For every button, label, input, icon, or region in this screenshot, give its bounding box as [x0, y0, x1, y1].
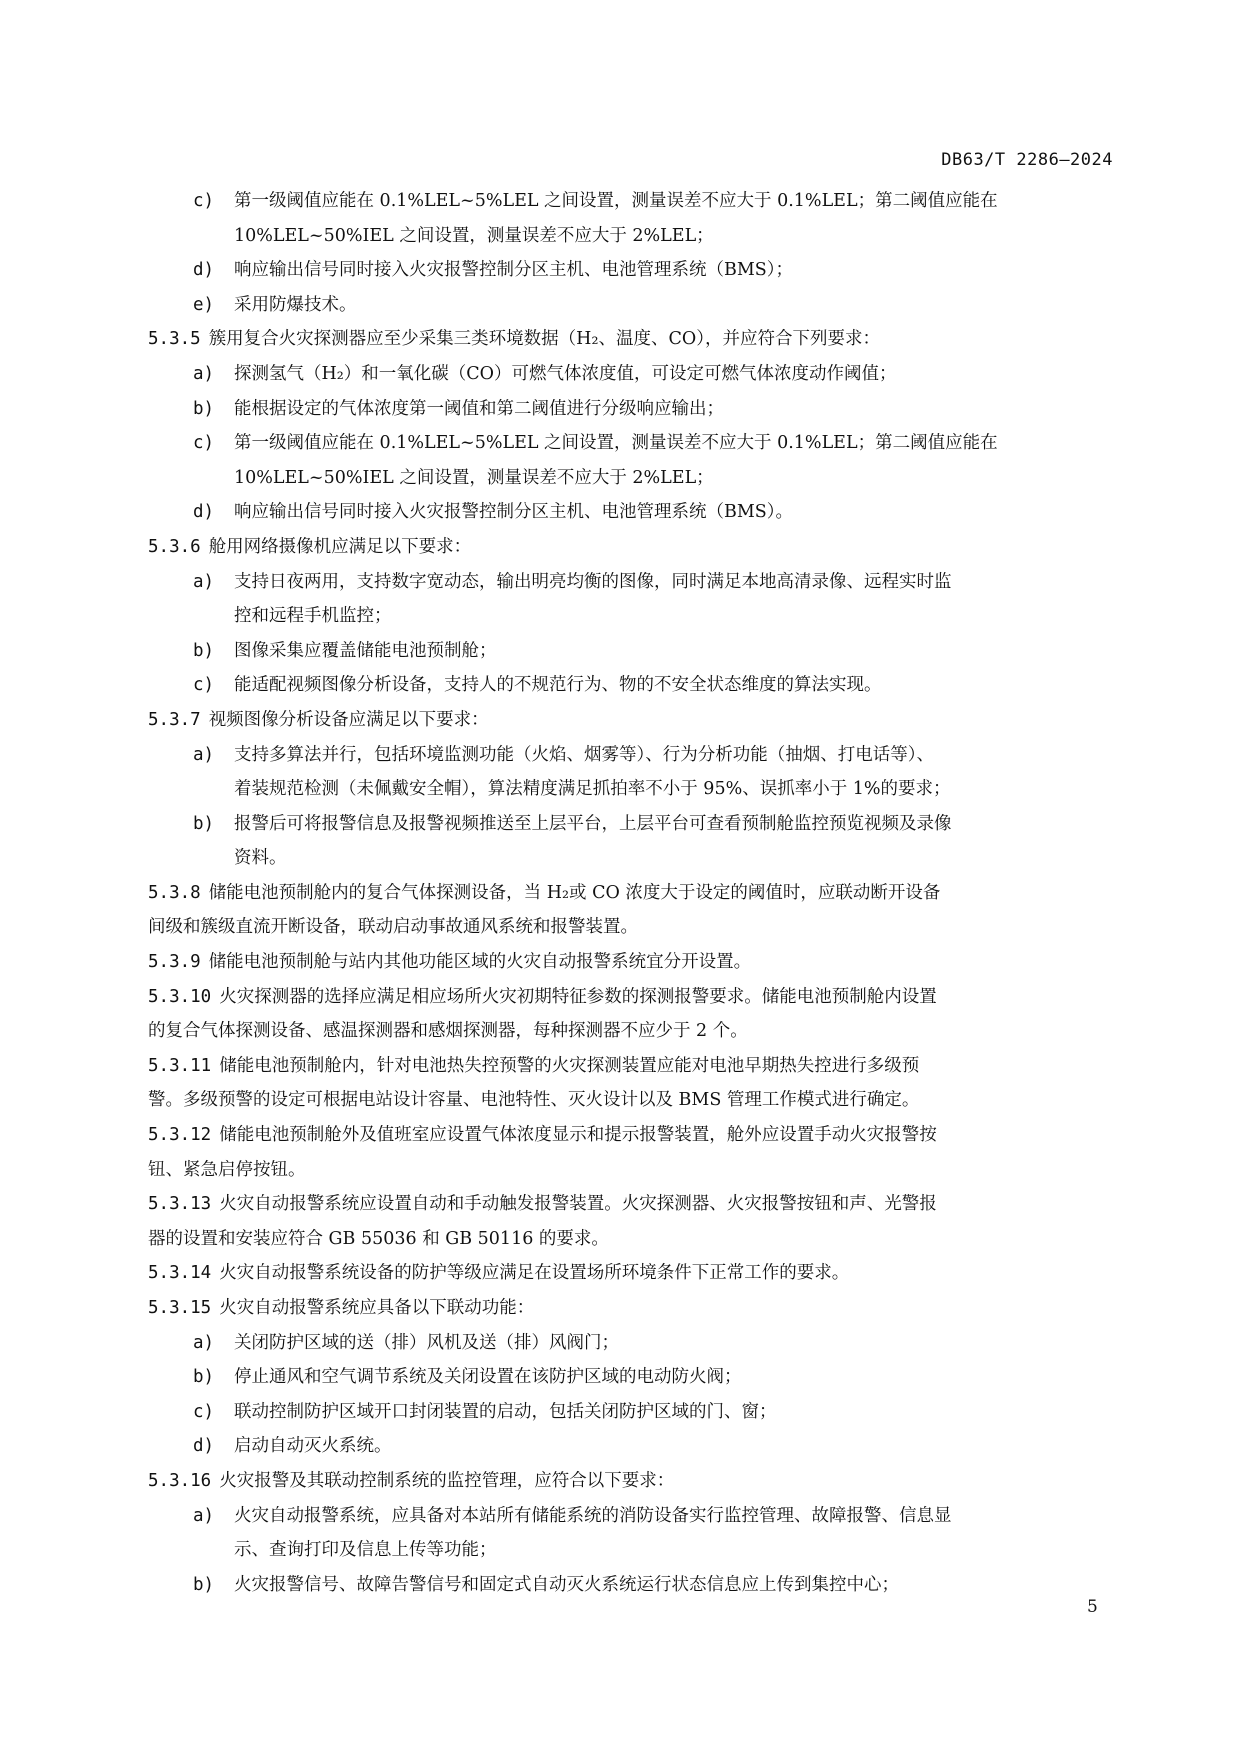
list-item-continuation: 10%LEL~50%IEL 之间设置，测量误差不应大于 2%LEL； — [234, 467, 714, 488]
list-item — [148, 1326, 1113, 1361]
list-item — [148, 288, 1113, 323]
list-item-label: a) — [193, 1332, 215, 1353]
clause — [148, 703, 1113, 738]
clause — [148, 1291, 1113, 1326]
list-item-label: c) — [193, 675, 215, 696]
list-item-label: d) — [193, 1436, 215, 1457]
list-item-text: 能适配视频图像分析设备，支持人的不规范行为、物的不安全状态维度的算法实现。 — [234, 675, 882, 696]
list-item-text: 火灾自动报警系统，应具备对本站所有储能系统的消防设备实行监控管理、故障报警、信息显 — [234, 1505, 952, 1526]
clause-number: 5.3.16 — [148, 1470, 212, 1491]
clause-number: 5.3.10 — [148, 986, 212, 1007]
list-item-text: 支持日夜两用，支持数字宽动态，输出明亮均衡的图像，同时满足本地高清录像、远程实时监 — [234, 571, 952, 592]
list-item-text: 停止通风和空气调节系统及关闭设置在该防护区域的电动防火阀； — [234, 1367, 742, 1388]
clause — [148, 876, 1113, 911]
clause-number: 5.3.15 — [148, 1298, 212, 1318]
list-item-text: 能根据设定的气体浓度第一阈值和第二阈值进行分级响应输出； — [234, 398, 724, 419]
page-number: 5 — [1087, 1597, 1098, 1617]
clause-text: 火灾报警及其联动控制系统的监控管理，应符合以下要求： — [219, 1470, 675, 1491]
clause-text: 储能电池预制舱内，针对电池热失控预警的火灾探测装置应能对电池早期热失控进行多级预 — [219, 1055, 920, 1076]
list-item-label: a) — [193, 744, 215, 765]
list-item-label: b) — [193, 398, 215, 419]
list-item-text: 响应输出信号同时接入火灾报警控制分区主机、电池管理系统（BMS）； — [234, 260, 794, 281]
list-item-label: c) — [193, 433, 215, 454]
list-item-text: 采用防爆技术。 — [234, 294, 357, 315]
list-item-continuation: 示、查询打印及信息上传等功能； — [234, 1540, 497, 1561]
clause — [148, 1464, 1113, 1499]
list-item-continuation: 控和远程手机监控； — [234, 606, 392, 627]
clause-number: 5.3.6 — [148, 536, 201, 557]
clause — [148, 1118, 1113, 1153]
list-item-text: 关闭防护区域的送（排）风机及送（排）风阀门； — [234, 1332, 619, 1353]
list-item-continuation: 资料。 — [234, 848, 287, 869]
list-item-label: c) — [193, 191, 215, 211]
clause — [148, 322, 1113, 357]
list-item — [148, 668, 1113, 703]
clause-number: 5.3.11 — [148, 1055, 212, 1076]
clause-text: 火灾自动报警系统应设置自动和手动触发报警装置。火灾探测器、火灾报警按钮和声、光警报 — [219, 1194, 937, 1215]
list-item — [148, 807, 1113, 842]
list-item — [148, 392, 1113, 427]
clause-continuation: 器的设置和安装应符合 GB 55036 和 GB 50116 的要求。 — [148, 1228, 609, 1249]
list-item-label: e) — [193, 294, 215, 315]
list-item-label: b) — [193, 1574, 215, 1595]
clause-number: 5.3.8 — [148, 882, 201, 903]
clause-text: 储能电池预制舱内的复合气体探测设备，当 H₂或 CO 浓度大于设定的阈值时，应联动断开设备 — [208, 882, 941, 903]
page-content — [148, 184, 1113, 1602]
list-item-text: 启动自动灭火系统。 — [234, 1436, 392, 1457]
clause — [148, 945, 1113, 980]
clause-text: 视频图像分析设备应满足以下要求： — [208, 709, 489, 730]
clause-number: 5.3.13 — [148, 1194, 212, 1215]
list-item — [148, 426, 1113, 461]
list-item-label: a) — [193, 1505, 215, 1526]
list-item-text: 探测氢气（H₂）和一氧化碳（CO）可燃气体浓度值，可设定可燃气体浓度动作阈值； — [234, 363, 897, 384]
list-item-text: 响应输出信号同时接入火灾报警控制分区主机、电池管理系统（BMS）。 — [234, 502, 794, 523]
list-item — [148, 357, 1113, 392]
list-item — [148, 565, 1113, 600]
clause-number: 5.3.14 — [148, 1263, 212, 1284]
clause-continuation: 钮、紧急启停按钮。 — [148, 1159, 306, 1180]
list-item — [148, 1429, 1113, 1464]
list-item-label: b) — [193, 1367, 215, 1388]
list-item-continuation: 10%LEL~50%IEL 之间设置，测量误差不应大于 2%LEL； — [234, 225, 714, 246]
clause-text: 簇用复合火灾探测器应至少采集三类环境数据（H₂、温度、CO），并应符合下列要求： — [208, 329, 880, 350]
clause-number: 5.3.7 — [148, 709, 201, 730]
clause-text: 火灾探测器的选择应满足相应场所火灾初期特征参数的探测报警要求。储能电池预制舱内设置 — [219, 986, 937, 1007]
clause-continuation: 间级和簇级直流开断设备，联动启动事故通风系统和报警装置。 — [148, 917, 638, 938]
list-item-text: 火灾报警信号、故障告警信号和固定式自动灭火系统运行状态信息应上传到集控中心； — [234, 1574, 899, 1595]
clause — [148, 1256, 1113, 1291]
list-item — [148, 253, 1113, 288]
clause-continuation: 警。多级预警的设定可根据电站设计容量、电池特性、灭火设计以及 BMS 管理工作模式进行确定。 — [148, 1090, 920, 1111]
list-item-label: b) — [193, 813, 215, 834]
clause — [148, 1049, 1113, 1084]
list-item — [148, 738, 1113, 773]
list-item — [148, 1499, 1113, 1534]
list-item — [148, 1360, 1113, 1395]
list-item-label: d) — [193, 502, 215, 523]
clause-continuation: 的复合气体探测设备、感温探测器和感烟探测器，每种探测器不应少于 2 个。 — [148, 1021, 748, 1042]
list-item — [148, 495, 1113, 530]
clause-text: 储能电池预制舱外及值班室应设置气体浓度显示和提示报警装置，舱外应设置手动火灾报警按 — [219, 1125, 937, 1146]
list-item-label: a) — [193, 363, 215, 384]
list-item — [148, 634, 1113, 669]
list-item-label: d) — [193, 260, 215, 281]
clause-number: 5.3.12 — [148, 1125, 212, 1146]
clause — [148, 530, 1113, 565]
clause-text: 火灾自动报警系统设备的防护等级应满足在设置场所环境条件下正常工作的要求。 — [219, 1263, 850, 1284]
list-item-text: 支持多算法并行，包括环境监测功能（火焰、烟雾等）、行为分析功能（抽烟、打电话等）、 — [234, 744, 934, 765]
list-item — [148, 184, 1113, 219]
clause-text: 储能电池预制舱与站内其他功能区域的火灾自动报警系统宜分开设置。 — [208, 952, 752, 973]
list-item-text: 第一级阈值应能在 0.1%LEL~5%LEL 之间设置，测量误差不应大于 0.1%LEL；第二阈值应能在 — [234, 191, 998, 211]
list-item-text: 第一级阈值应能在 0.1%LEL~5%LEL 之间设置，测量误差不应大于 0.1%LEL；第二阈值应能在 — [234, 433, 998, 454]
document-code: DB63/T 2286—2024 — [941, 150, 1113, 170]
list-item-continuation: 着装规范检测（未佩戴安全帽），算法精度满足抓拍率不小于 95%、误抓率小于 1%的要求； — [234, 779, 951, 800]
list-item-label: c) — [193, 1401, 215, 1422]
list-item-label: b) — [193, 640, 215, 661]
clause-number: 5.3.5 — [148, 329, 201, 350]
list-item-label: a) — [193, 571, 215, 592]
clause-text: 火灾自动报警系统应具备以下联动功能： — [219, 1298, 535, 1318]
clause-number: 5.3.9 — [148, 952, 201, 973]
clause-text: 舱用网络摄像机应满足以下要求： — [208, 536, 472, 557]
list-item — [148, 1568, 1113, 1603]
list-item-text: 图像采集应覆盖储能电池预制舱； — [234, 640, 497, 661]
clause — [148, 1187, 1113, 1222]
list-item-text: 报警后可将报警信息及报警视频推送至上层平台，上层平台可查看预制舱监控预览视频及录像 — [234, 813, 952, 834]
list-item-text: 联动控制防护区域开口封闭装置的启动，包括关闭防护区域的门、窗； — [234, 1401, 777, 1422]
clause — [148, 980, 1113, 1015]
list-item — [148, 1395, 1113, 1430]
